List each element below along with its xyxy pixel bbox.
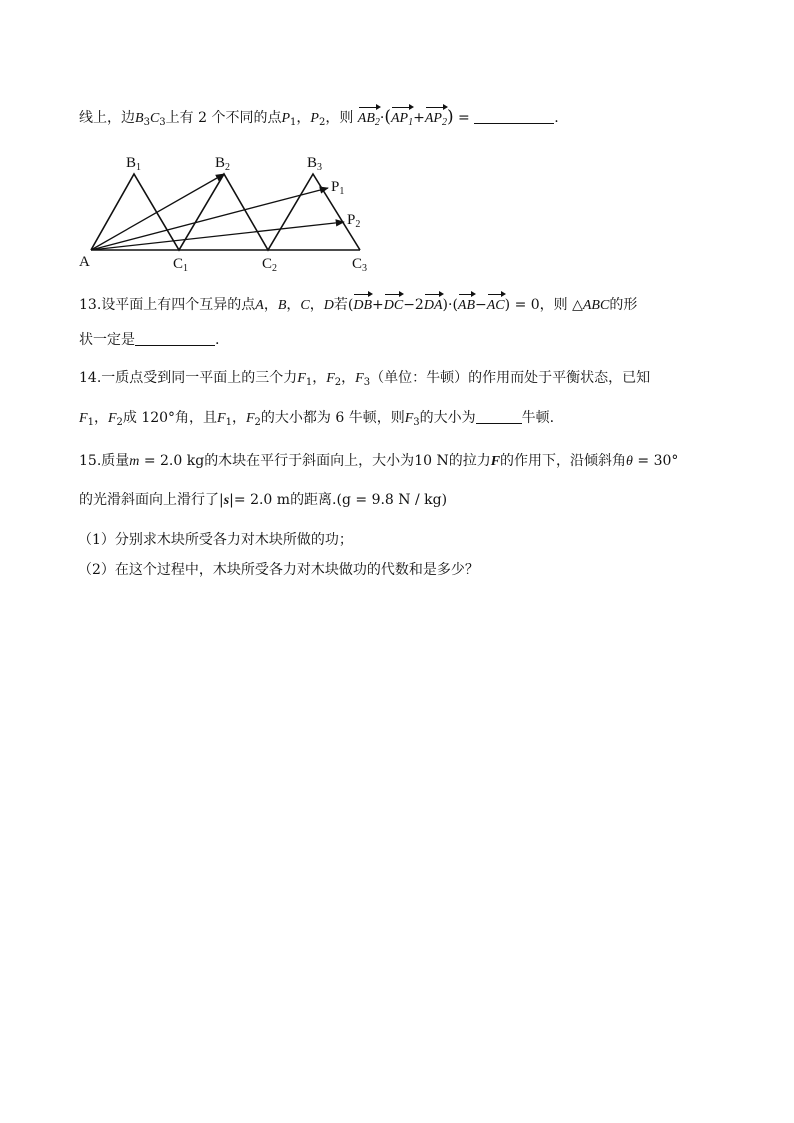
q14-sub: 1	[87, 417, 94, 428]
q13-text: ，	[309, 297, 324, 313]
q14-force: F	[355, 371, 364, 386]
q14-sub: 3	[413, 417, 420, 428]
q14-sub: 2	[116, 417, 123, 428]
q12-sub: 3	[159, 117, 166, 128]
label-C3: $C_3$	[352, 256, 368, 274]
q13-two: 2	[414, 297, 424, 313]
q12-line	[79, 107, 734, 129]
q12-vector-ap2	[425, 109, 447, 129]
q12-sub: 2	[318, 117, 326, 128]
q13-dot: ·	[447, 297, 453, 313]
q15-force-value: 10 N	[414, 453, 449, 469]
vector-ab2	[91, 174, 224, 250]
q13-point: A	[255, 298, 264, 313]
label-C2: $C_2$	[262, 256, 278, 274]
q12-sub: 2	[441, 117, 447, 128]
q14-force: F	[107, 411, 117, 426]
q14-line-1	[79, 368, 734, 389]
q13-point: C	[300, 298, 310, 313]
q15-mass-value: = 2.0 kg	[139, 453, 205, 469]
q12-sub: 1	[408, 117, 414, 128]
q14-sub: 1	[225, 417, 232, 428]
q14-text: 14.一质点受到同一平面上的三个力	[79, 370, 298, 386]
q14-sub: 2	[334, 377, 342, 388]
q14-force: F	[297, 371, 306, 386]
q14-force: F	[217, 411, 226, 426]
q14-force: F	[245, 411, 255, 426]
q13-plus: +	[372, 297, 384, 313]
q14-text: 牛顿.	[521, 410, 555, 426]
zigzag	[91, 174, 360, 250]
q13-period: .	[215, 332, 220, 348]
q14-force: F	[404, 411, 414, 426]
label-A: A	[79, 254, 90, 270]
q14-text: 成 120°角，且	[122, 410, 218, 426]
q12-seg-b3: B	[135, 111, 144, 126]
q15-text: 的作用下，沿倾斜角	[500, 453, 627, 469]
q12-sub: 3	[143, 117, 150, 128]
q15-line-1	[79, 451, 734, 472]
q12-text: ，	[296, 110, 311, 126]
q15-abs-open: |	[219, 492, 224, 508]
vector-ap2	[91, 222, 344, 250]
q12-point-p1: P	[281, 111, 291, 126]
q13-vector-ac: AC	[487, 296, 505, 316]
q14-answer-blank[interactable]	[476, 409, 522, 424]
q15-theta-value: = 30°	[632, 453, 679, 469]
q12-period: .	[554, 110, 559, 126]
q13-text: 的形	[609, 297, 638, 313]
q12-point-p2: P	[310, 111, 319, 126]
q12-vec-text: AP	[391, 111, 409, 126]
q14-sub: 3	[363, 377, 371, 388]
q13-vector-db: DB	[353, 296, 372, 316]
q14-text: ，	[93, 410, 108, 426]
label-C1: $C_1$	[173, 256, 189, 274]
q12-answer-blank[interactable]	[474, 109, 554, 124]
q13-text: 若	[333, 297, 348, 313]
q13-point: D	[323, 298, 334, 313]
q15-force-symbol: F	[490, 454, 501, 469]
q12-dot: ·	[379, 110, 385, 126]
q12-sub: 1	[290, 117, 297, 128]
q13-vector-dc: DC	[384, 296, 403, 316]
q12-plus: +	[413, 110, 425, 126]
q12-vec-text: AP	[424, 111, 442, 126]
q15-displacement-value: |= 2.0 m	[229, 492, 291, 508]
q15-text: 的木块在平行于斜面向上，大小为	[204, 453, 415, 469]
q13-text: 状一定是	[79, 332, 135, 348]
q14-sub: 2	[254, 417, 261, 428]
q13-line-2	[79, 330, 734, 350]
q15-displacement-symbol: s	[223, 493, 230, 508]
q12-paren: (	[384, 107, 391, 127]
q13-text: ，	[286, 297, 301, 313]
q13-paren: (	[347, 297, 354, 313]
q12-vec-text: AB	[357, 111, 375, 126]
q15-g-value: (g = 9.8 N / kg)	[336, 492, 448, 508]
label-B1: $B_1$	[126, 155, 142, 173]
label-P2: $P_2$	[347, 212, 361, 230]
q12-vector-ab2	[358, 109, 380, 129]
q12-vector-ap1	[391, 109, 413, 129]
q14-text: ，	[231, 410, 246, 426]
q13-paren: (	[452, 297, 458, 313]
q13-text: 13.设平面上有四个互异的点	[79, 297, 256, 313]
q14-text: （单位：牛顿）的作用而处于平衡状态，已知	[370, 370, 651, 386]
q14-force: F	[326, 371, 335, 386]
q14-line-2	[79, 408, 734, 429]
q14-force: F	[79, 411, 88, 426]
q12-equals: =	[458, 110, 470, 126]
q12-figure	[78, 148, 378, 276]
q15-theta: θ	[626, 454, 633, 469]
q13-paren: )	[442, 297, 448, 313]
q13-eq: = 0	[514, 297, 540, 313]
q13-text: ，	[263, 297, 278, 313]
q12-text: ，则	[325, 110, 354, 126]
q13-vector-ab: AB	[458, 296, 475, 316]
q12-sub: 2	[374, 117, 380, 128]
q13-answer-blank[interactable]	[135, 331, 215, 346]
label-B3: $B_3$	[307, 155, 323, 173]
q14-text: 的大小为	[419, 410, 476, 426]
q13-text: ，则 △	[539, 297, 583, 313]
q15-text: 的距离.	[290, 492, 337, 508]
q15-text: 的拉力	[448, 453, 491, 469]
label-B2: $B_2$	[215, 155, 231, 173]
q15-text: 的光滑斜面向上滑行了	[79, 492, 219, 508]
q15-subquestion-1: （1）分别求木块所受各力对木块所做的功；	[78, 532, 353, 548]
q13-line-1	[79, 295, 734, 316]
label-P1: $P_1$	[331, 179, 345, 197]
q12-text: 上有 2 个不同的点	[165, 110, 282, 126]
q12-paren: )	[446, 107, 454, 127]
q13-triangle: ABC	[582, 298, 610, 313]
q13-minus: −	[475, 297, 487, 313]
q13-paren: )	[504, 297, 511, 313]
q14-sub: 1	[305, 377, 313, 388]
q15-text: 15.质量	[79, 453, 130, 469]
q12-text: 线上，边	[79, 110, 135, 126]
q12-seg-c3: C	[149, 111, 160, 126]
q13-vector-da: DA	[424, 296, 443, 316]
q15-line-2	[79, 490, 734, 511]
q13-minus: −	[403, 297, 415, 313]
q14-text: ，	[341, 370, 356, 386]
q13-point: B	[277, 298, 287, 313]
q15-mass-symbol: m	[129, 454, 140, 469]
q14-text: ，	[312, 370, 327, 386]
q14-text: 的大小都为 6 牛顿，则	[260, 410, 405, 426]
q15-subquestion-2: （2）在这个过程中，木块所受各力对木块做功的代数和是多少？	[78, 562, 479, 578]
